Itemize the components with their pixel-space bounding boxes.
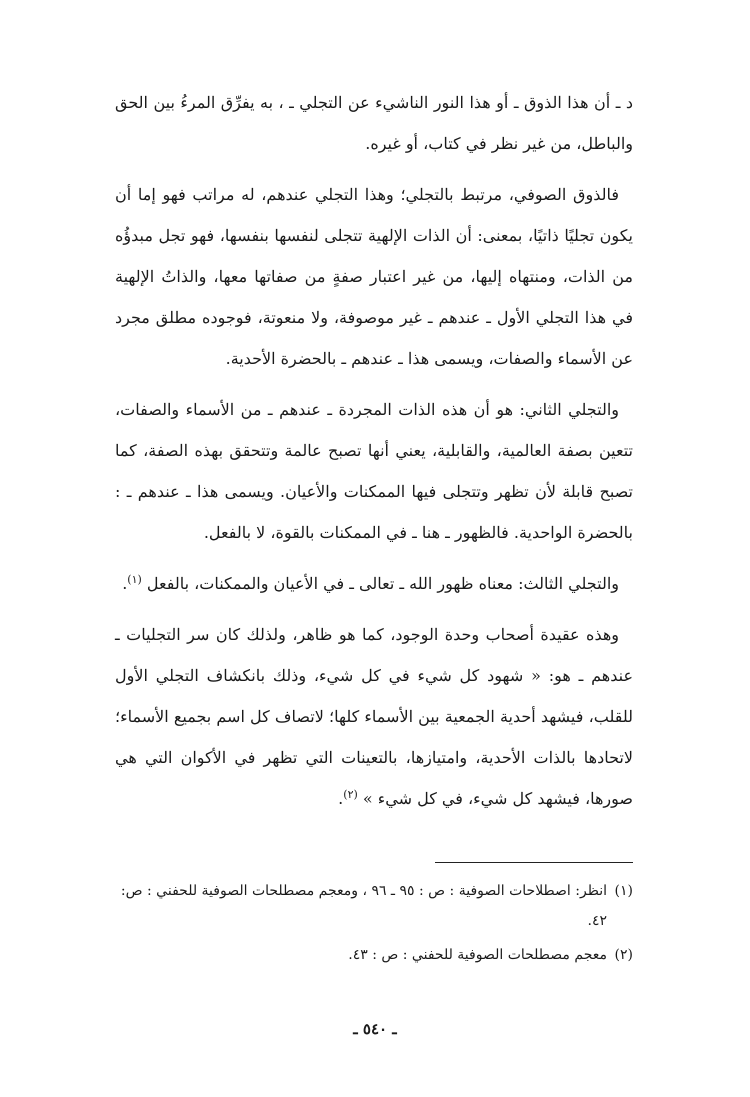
main-text <box>115 82 633 829</box>
footnote-ref-2[interactable]: (٢) <box>343 788 358 801</box>
footnote-ref-1[interactable]: (١) <box>127 573 142 586</box>
footnote-1-number: (١) <box>614 883 633 899</box>
footnote-1 <box>115 876 633 936</box>
paragraph-5: وهذه عقيدة أصحاب وحدة الوجود، كما هو ظاهر، ولذلك كان سر التجليات ـ عندهم ـ هو: « شهود كل شيء في كل شيء، وذلك بانكشاف التجلي الأول للقلب، فيشهد أحدية الجمعية بين الأسماء كلها؛ لاتصاف كل اسم بجميع الأسماء؛ لاتحادها بالذات الأحدية، وامتيازها، بالتعينات التي تظهر في الأكوان التي هي صورها، فيشهد كل شيء، في كل شيء » $^{(٢)}$. <box>115 625 633 808</box>
footnote-1-text: انظر: اصطلاحات الصوفية : ص : ٩٥ ـ ٩٦ ، ومعجم مصطلحات الصوفية للحفني : ص: ٤٢. <box>120 883 607 929</box>
paragraph-4-text: والتجلي الثالث: معناه ظهور الله ـ تعالى ـ في الأعيان والممكنات، بالفعل <box>146 574 619 593</box>
page-number: ـ ٥٤٠ ـ <box>353 1020 397 1038</box>
footnote-2-number: (٢) <box>614 947 633 963</box>
paragraph-2 <box>115 174 633 379</box>
paragraph-4: والتجلي الثالث: معناه ظهور الله ـ تعالى ـ في الأعيان والممكنات، بالفعل $^{(١)}$. <box>122 573 619 593</box>
paragraph-1-text: د ـ أن هذا الذوق ـ أو هذا النور الناشيء عن التجلي ـ ، به يفرِّق المرءُ بين الحق والباطل، من غير نظر في كتاب، أو غيره. <box>115 93 633 153</box>
footnotes-section <box>115 876 633 974</box>
paragraph-3-text: والتجلي الثاني: هو أن هذه الذات المجردة ـ عندهم ـ من الأسماء والصفات، تتعين بصفة العالمية، والقابلية، يعني أنها تصبح عالمة وتتحقق بهذه الصفة، كما تصبح قابلة لأن تظهر وتتجلى فيها الممكنات والأعيان. ويسمى هذا ـ عندهم ـ : بالحضرة الواحدية. فالظهور ـ هنا ـ في الممكنات بالقوة، لا بالفعل. <box>115 400 633 542</box>
paragraph-3 <box>115 389 633 553</box>
footnote-divider <box>435 862 633 863</box>
footnote-2-text: معجم مصطلحات الصوفية للحفني : ص : ٤٣. <box>348 947 607 963</box>
paragraph-1 <box>115 82 633 164</box>
paragraph-5-text: وهذه عقيدة أصحاب وحدة الوجود، كما هو ظاهر، ولذلك كان سر التجليات ـ عندهم ـ هو: « شهود كل شيء في كل شيء، وذلك بانكشاف التجلي الأول للقلب، فيشهد أحدية الجمعية بين الأسماء كلها؛ لاتصاف كل اسم بجميع الأسماء؛ لاتحادها بالذات الأحدية، وامتيازها، بالتعينات التي تظهر في الأكوان التي هي صورها، فيشهد كل شيء، في كل شيء » <box>115 625 633 808</box>
paragraph-2-text: فالذوق الصوفي، مرتبط بالتجلي؛ وهذا التجلي عندهم، له مراتب فهو إما أن يكون تجليًا ذاتيًا، بمعنى: أن الذات الإلهية تتجلى لنفسها بنفسها، فهو تجل مبدؤُه من الذات، ومنتهاه إليها، من غير اعتبار صفةٍ من صفاتها معها، والذاتُ الإلهية في هذا التجلي الأول ـ عندهم ـ غير موصوفة، ولا منعوتة، فوجوده مطلق مجرد عن الأسماء والصفات، ويسمى هذا ـ عندهم ـ بالحضرة الأحدية. <box>115 185 633 368</box>
footnote-2 <box>115 940 633 970</box>
